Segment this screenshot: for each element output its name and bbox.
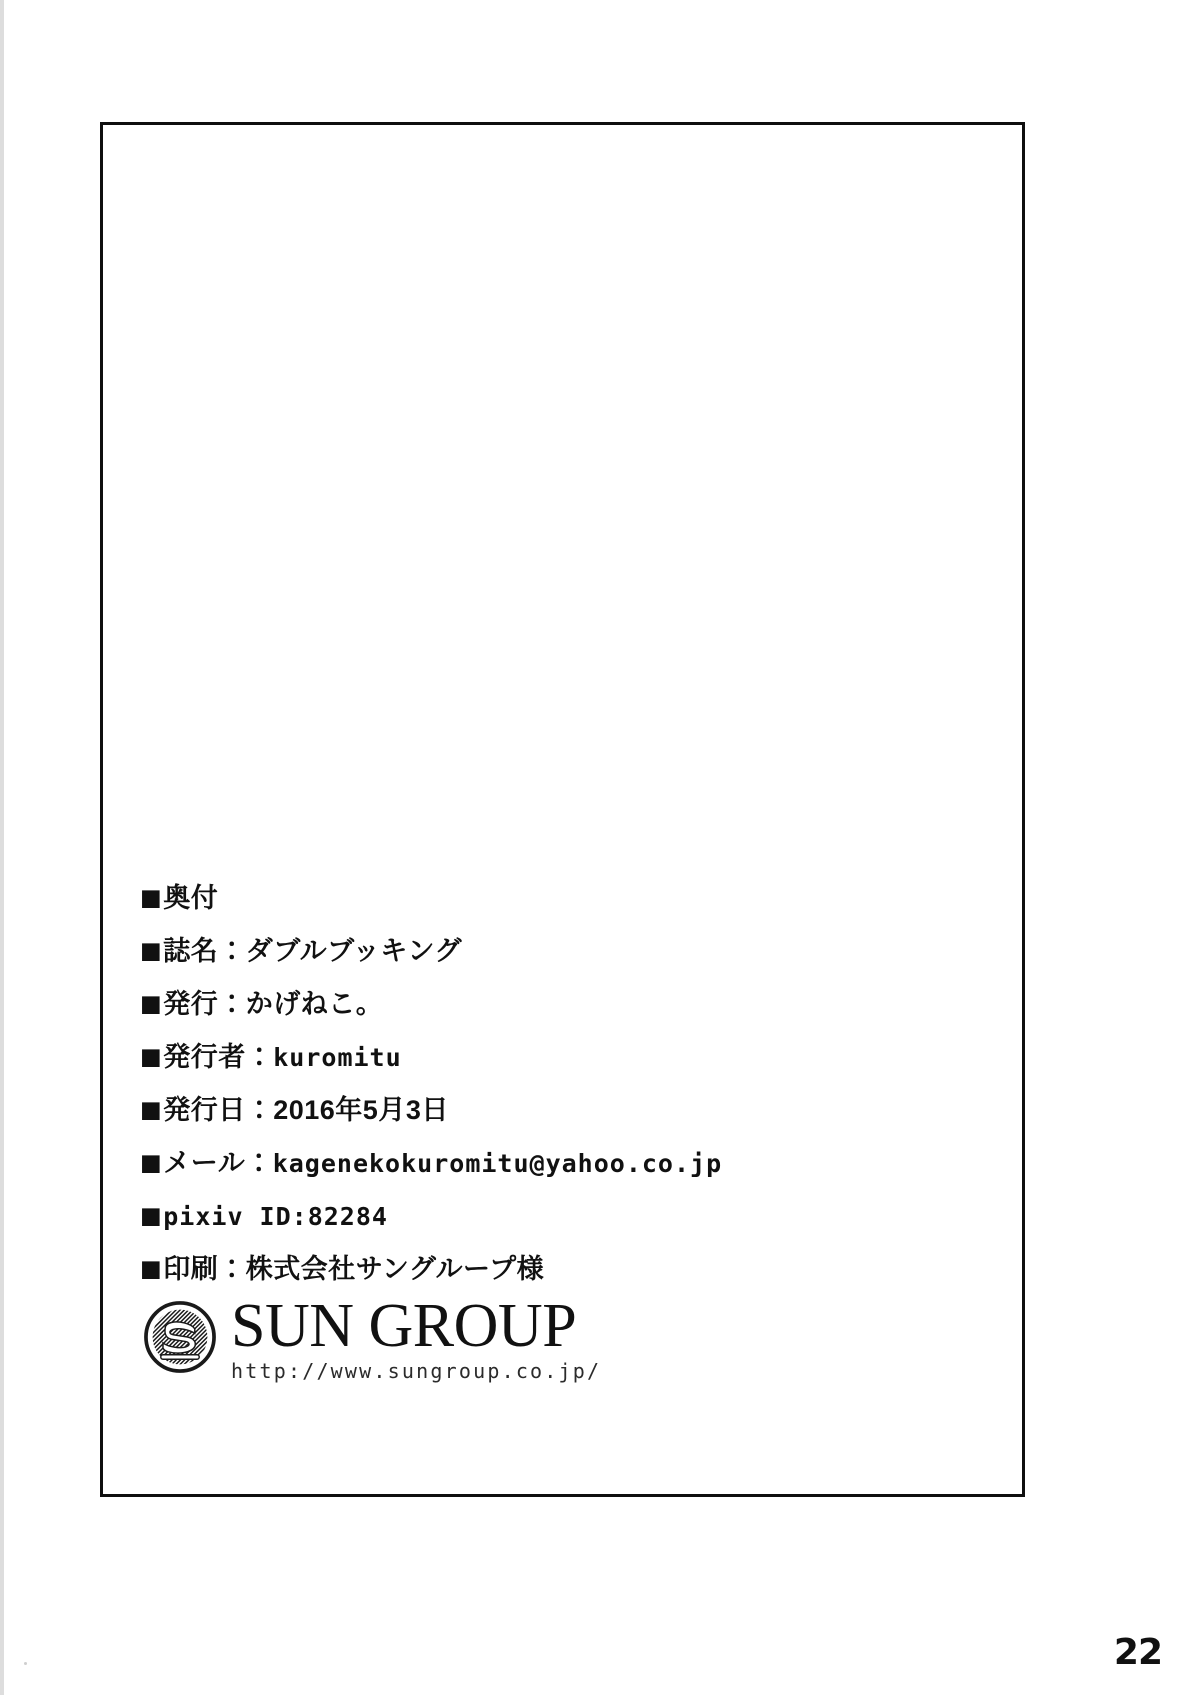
bullet-square-icon: ■ xyxy=(140,991,163,1017)
colophon-value: ダブルブッキング xyxy=(245,936,462,966)
page-number: 22 xyxy=(1113,1632,1162,1673)
colophon-label: 奥付 xyxy=(163,883,219,913)
colophon-row-email xyxy=(140,1150,900,1177)
bullet-square-icon: ■ xyxy=(140,885,163,911)
printer-logo-block xyxy=(143,1292,602,1383)
colophon-value: かげねこ。 xyxy=(245,989,384,1019)
colophon-row-author xyxy=(140,1044,900,1071)
colophon-row-printer xyxy=(140,1256,900,1283)
bullet-square-icon: ■ xyxy=(140,1097,163,1123)
colophon-block xyxy=(140,885,900,1309)
colophon-row-date xyxy=(140,1097,900,1124)
colophon-label: メール： xyxy=(163,1148,273,1178)
colophon-row-title xyxy=(140,938,900,965)
printer-url: http://www.sungroup.co.jp/ xyxy=(231,1358,602,1383)
colophon-value-email: kagenekokuromitu@yahoo.co.jp xyxy=(272,1149,723,1178)
colophon-value: 株式会社サングループ様 xyxy=(245,1254,545,1284)
colophon-label: 印刷： xyxy=(163,1254,246,1284)
colophon-row-pixiv-id xyxy=(140,1203,900,1230)
bullet-square-icon: ■ xyxy=(140,1256,163,1282)
bullet-square-icon: ■ xyxy=(140,1150,163,1176)
scan-speck xyxy=(24,1662,27,1665)
colophon-label: 誌名： xyxy=(163,936,246,966)
colophon-label: 発行： xyxy=(163,989,246,1019)
bullet-square-icon: ■ xyxy=(140,938,163,964)
bullet-square-icon: ■ xyxy=(140,1044,163,1070)
colophon-label: 発行日： xyxy=(163,1095,274,1125)
colophon-row-heading xyxy=(140,885,900,912)
colophon-row-circle xyxy=(140,991,900,1018)
bullet-square-icon: ■ xyxy=(140,1203,163,1229)
sun-group-circular-logo-icon xyxy=(143,1300,217,1374)
scan-edge-artifact xyxy=(0,0,4,1695)
printer-logo-text xyxy=(231,1292,602,1383)
colophon-value: kuromitu xyxy=(273,1043,402,1072)
printer-wordmark: SUN GROUP xyxy=(231,1292,577,1360)
colophon-label: pixiv ID:82284 xyxy=(163,1202,388,1231)
colophon-value: 2016年5月3日 xyxy=(273,1095,449,1125)
colophon-label: 発行者： xyxy=(163,1042,274,1072)
